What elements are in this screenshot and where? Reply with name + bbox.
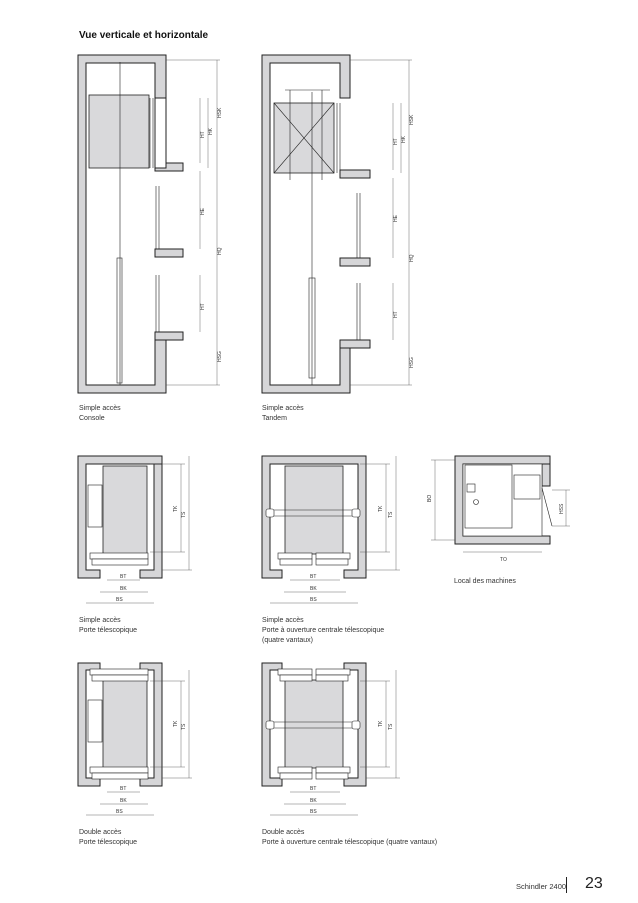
dim-tk: TK: [173, 505, 179, 512]
caption-line: Simple accès: [79, 405, 121, 412]
plan-single-central: [262, 456, 400, 603]
caption-line: Console: [79, 415, 105, 422]
dim-tk-central: TK: [378, 505, 384, 512]
dim-ht-lower-tandem: HT: [393, 311, 399, 318]
dim-hq: HQ: [217, 247, 223, 255]
dim-tk-double: TK: [173, 720, 179, 727]
dim-ts-central: TS: [388, 511, 394, 518]
dim-bk-double: BK: [120, 798, 127, 804]
plan-double-telescopic: [78, 663, 192, 815]
plan-double-central: [262, 663, 400, 815]
caption-double-telescopic: [79, 828, 137, 848]
caption-line: Simple accès: [79, 617, 121, 624]
dim-ht-lower: HT: [200, 303, 206, 310]
caption-line: Double accès: [262, 829, 305, 836]
dim-to: TO: [500, 557, 507, 563]
caption-line: Porte à ouverture centrale télescopique: [262, 627, 385, 634]
footer-divider: [566, 877, 567, 893]
caption-line: Porte télescopique: [79, 627, 137, 634]
dim-hq-tandem: HQ: [409, 254, 415, 262]
dim-ht-tandem: HT: [393, 138, 399, 145]
page-title: Vue verticale et horizontale: [79, 30, 209, 41]
plan-machine-room: [427, 456, 570, 563]
caption-machine-room: [454, 577, 516, 587]
dim-hsg: HSG: [217, 351, 223, 362]
dim-he-tandem: HE: [393, 215, 399, 222]
dim-hk-tandem: HK: [401, 136, 407, 143]
caption-line: Tandem: [262, 415, 287, 422]
dim-bk-central: BK: [310, 586, 317, 592]
dim-ts-double-central: TS: [388, 723, 394, 730]
caption-line: Double accès: [79, 829, 122, 836]
caption-double-central: [262, 828, 437, 848]
dim-bs: BS: [116, 597, 123, 603]
caption-line: Simple accès: [262, 617, 304, 624]
caption-single-telescopic: [79, 616, 137, 636]
caption-line: Simple accès: [262, 405, 304, 412]
dim-hsg-tandem: HSG: [409, 357, 415, 368]
elevation-console: [78, 55, 223, 393]
dim-hsk: HSK: [217, 107, 223, 118]
plan-single-telescopic: [78, 456, 192, 603]
caption-line: (quatre vantaux): [262, 637, 313, 644]
dim-hsk-tandem: HSK: [409, 114, 415, 125]
dim-bt-double-central: BT: [310, 786, 317, 792]
dim-bs-double: BS: [116, 809, 123, 815]
footer-brand: Schindler 2400: [516, 882, 567, 891]
dim-ts: TS: [181, 511, 187, 518]
dim-bs-double-central: BS: [310, 809, 317, 815]
dim-hss: HSS: [559, 503, 565, 514]
caption-console: [79, 404, 121, 424]
caption-line: Porte télescopique: [79, 839, 137, 846]
elevation-tandem: [262, 55, 415, 393]
caption-line: Local des machines: [454, 578, 516, 585]
caption-tandem: [262, 404, 304, 424]
dim-ht: HT: [200, 131, 206, 138]
dim-tk-double-central: TK: [378, 720, 384, 727]
dim-hk: HK: [208, 128, 214, 135]
dim-ts-double: TS: [181, 723, 187, 730]
caption-single-central: [262, 616, 384, 646]
dim-bt: BT: [120, 574, 127, 580]
dim-bs-central: BS: [310, 597, 317, 603]
dim-bk: BK: [120, 586, 127, 592]
page-number: 23: [585, 875, 603, 892]
caption-line: Porte à ouverture centrale télescopique (quatre vantaux): [262, 839, 438, 846]
dim-bk-double-central: BK: [310, 798, 317, 804]
dim-bt-central: BT: [310, 574, 317, 580]
dim-he: HE: [200, 208, 206, 215]
dim-bo: BO: [427, 494, 433, 502]
dim-bt-double: BT: [120, 786, 127, 792]
